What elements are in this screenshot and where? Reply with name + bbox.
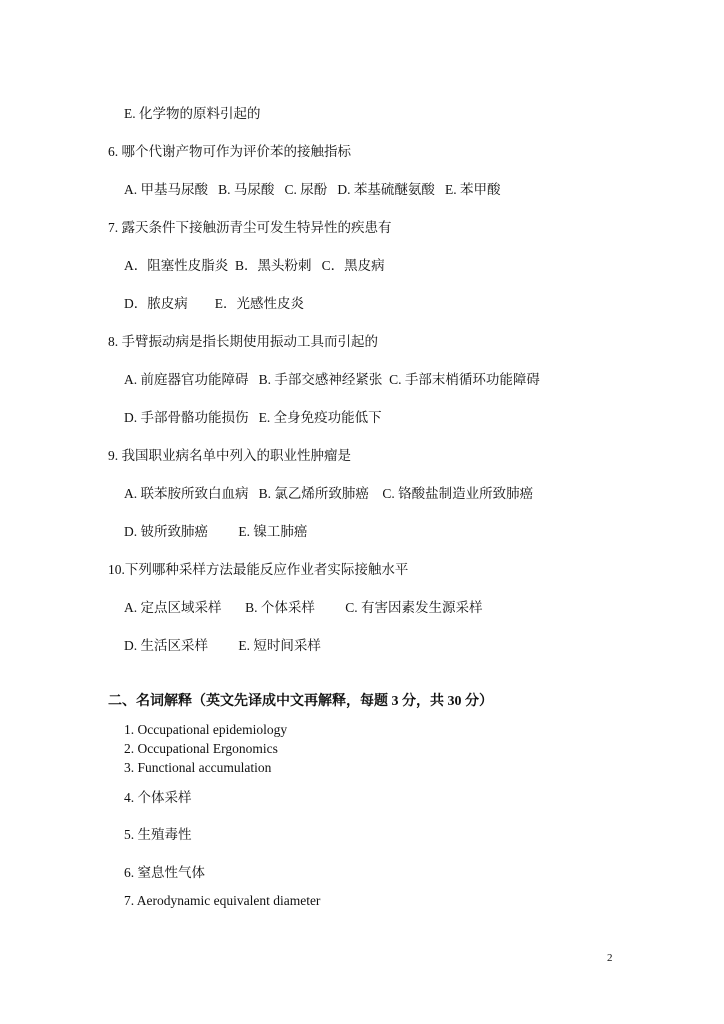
q6-options: A. 甲基马尿酸 B. 马尿酸 C. 尿酚 D. 苯基硫醚氨酸 E. 苯甲酸 [124, 182, 501, 197]
q7-options-line2: D．脓皮病 E．光感性皮炎 [124, 296, 304, 311]
q8-options-line1: A. 前庭器官功能障碍 B. 手部交感神经紧张 C. 手部末梢循环功能障碍 [124, 372, 540, 387]
term-item-5: 5. 生殖毒性 [124, 827, 192, 842]
q10-options-line2: D. 生活区采样 E. 短时间采样 [124, 638, 321, 653]
term-item-2: 2. Occupational Ergonomics [124, 741, 278, 756]
q8-stem: 8. 手臂振动病是指长期使用振动工具而引起的 [108, 334, 378, 349]
q10-stem: 10.下列哪种采样方法最能反应作业者实际接触水平 [108, 562, 409, 577]
q8-options-line2: D. 手部骨骼功能损伤 E. 全身免疫功能低下 [124, 410, 382, 425]
q9-options-line2: D. 铍所致肺癌 E. 镍工肺癌 [124, 524, 308, 539]
term-item-4: 4. 个体采样 [124, 790, 192, 805]
q9-stem: 9. 我国职业病名单中列入的职业性肿瘤是 [108, 448, 351, 463]
term-item-3: 3. Functional accumulation [124, 760, 272, 775]
term-item-1: 1. Occupational epidemiology [124, 722, 288, 737]
q7-stem: 7. 露天条件下接触沥青尘可发生特异性的疾患有 [108, 220, 392, 235]
term-item-6: 6. 窒息性气体 [124, 865, 205, 880]
q9-options-line1: A. 联苯胺所致白血病 B. 氯乙烯所致肺癌 C. 铬酸盐制造业所致肺癌 [124, 486, 534, 501]
q5-option-e: E. 化学物的原料引起的 [124, 106, 261, 121]
term-item-7: 7. Aerodynamic equivalent diameter [124, 893, 321, 908]
q10-options-line1: A. 定点区域采样 B. 个体采样 C. 有害因素发生源采样 [124, 600, 483, 615]
section2-heading: 二、名词解释（英文先译成中文再解释，每题 3 分，共 30 分） [108, 694, 493, 709]
page-number: 2 [607, 952, 613, 964]
q6-stem: 6. 哪个代谢产物可作为评价苯的接触指标 [108, 144, 351, 159]
q7-options-line1: A．阻塞性皮脂炎 B．黑头粉刺 C．黑皮病 [124, 258, 385, 273]
